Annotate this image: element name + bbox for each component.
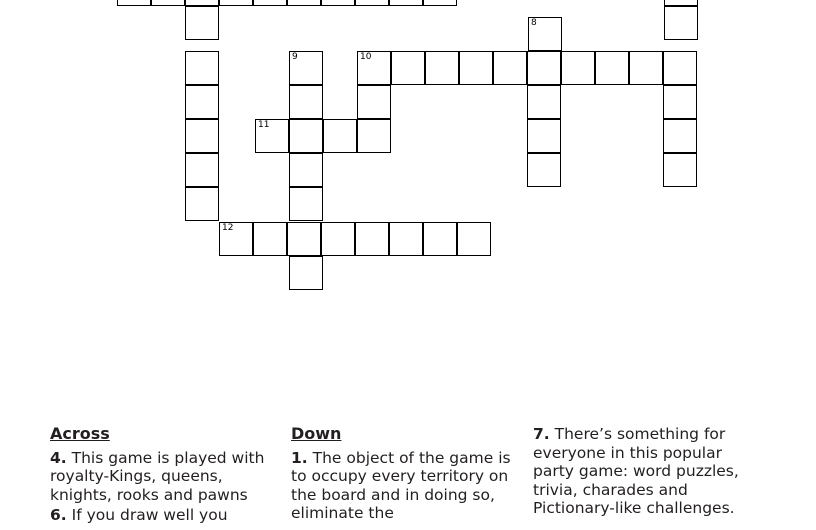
- crossword-cell[interactable]: [423, 222, 457, 256]
- crossword-cell[interactable]: [185, 51, 219, 85]
- crossword-cell[interactable]: [357, 51, 391, 85]
- crossword-cell[interactable]: [255, 119, 289, 153]
- crossword-cell[interactable]: [185, 187, 219, 221]
- clues-section: [0, 425, 816, 530]
- crossword-cell[interactable]: [459, 51, 493, 85]
- crossword-cell[interactable]: [527, 119, 561, 153]
- crossword-cell[interactable]: [664, 6, 698, 40]
- crossword-cell[interactable]: [663, 153, 697, 187]
- crossword-cell[interactable]: [289, 153, 323, 187]
- clue-across-4-text: This game is played with royalty-Kings, queens, knights, rooks and pawns: [50, 448, 265, 504]
- clue-7-text: There’s something for everyone in this popular party game: word puzzles, trivia, charades and Pictionary-like challenges.: [533, 425, 739, 517]
- clues-across-column: [50, 425, 278, 527]
- crossword-cell[interactable]: [493, 51, 527, 85]
- clue-across-4: [50, 449, 278, 505]
- crossword-cell[interactable]: [185, 85, 219, 119]
- clue-down-1-text: The object of the game is to occupy every territory on the board and in doing so, eliminate the: [291, 448, 511, 522]
- crossword-cell[interactable]: [527, 51, 561, 85]
- clues-down-column: [291, 425, 513, 525]
- crossword-cell[interactable]: [219, 0, 253, 6]
- crossword-cell[interactable]: [253, 0, 287, 6]
- crossword-cell[interactable]: [457, 222, 491, 256]
- crossword-cell[interactable]: [117, 0, 151, 6]
- crossword-cell[interactable]: [185, 153, 219, 187]
- clue-across-6-text: If you draw well you: [71, 506, 228, 524]
- crossword-cell[interactable]: [253, 222, 287, 256]
- crossword-cell[interactable]: [629, 51, 663, 85]
- cell-number: 8: [531, 18, 537, 28]
- crossword-cell[interactable]: [355, 222, 389, 256]
- clue-7: [533, 425, 765, 518]
- clue-across-4-number: 4.: [50, 448, 67, 467]
- crossword-cell[interactable]: [289, 51, 323, 85]
- crossword-cell[interactable]: [289, 119, 323, 153]
- crossword-cell[interactable]: [151, 0, 185, 6]
- crossword-cell[interactable]: [595, 51, 629, 85]
- clue-down-1-number: 1.: [291, 448, 308, 467]
- crossword-cell[interactable]: [357, 119, 391, 153]
- crossword-cell[interactable]: [423, 0, 457, 6]
- crossword-cell[interactable]: [663, 85, 697, 119]
- crossword-cell[interactable]: [289, 256, 323, 290]
- clue-across-6: [50, 506, 278, 525]
- crossword-cell[interactable]: [185, 6, 219, 40]
- clue-across-6-number: 6.: [50, 506, 67, 524]
- cell-number: 9: [292, 52, 298, 62]
- crossword-cell[interactable]: [287, 0, 321, 6]
- crossword-cell[interactable]: [425, 51, 459, 85]
- cell-number: 10: [360, 52, 372, 62]
- clues-third-column: [533, 425, 765, 520]
- crossword-cell[interactable]: [357, 85, 391, 119]
- crossword-cell[interactable]: [219, 222, 253, 256]
- crossword-cell[interactable]: [389, 222, 423, 256]
- crossword-cell[interactable]: [391, 51, 425, 85]
- crossword-cell[interactable]: [355, 0, 389, 6]
- clue-7-number: 7.: [533, 425, 550, 443]
- crossword-cell[interactable]: [289, 187, 323, 221]
- crossword-cell[interactable]: [389, 0, 423, 6]
- crossword-cell[interactable]: [561, 51, 595, 85]
- crossword-cell[interactable]: [185, 119, 219, 153]
- crossword-cell[interactable]: [287, 222, 321, 256]
- clue-down-1: [291, 449, 513, 523]
- crossword-cell[interactable]: [663, 51, 697, 85]
- crossword-cell[interactable]: [663, 119, 697, 153]
- cell-number: 11: [258, 120, 270, 130]
- crossword-cell[interactable]: [323, 119, 357, 153]
- cell-number: 12: [222, 223, 234, 233]
- crossword-cell[interactable]: [527, 85, 561, 119]
- crossword-cell[interactable]: [289, 85, 323, 119]
- crossword-cell[interactable]: [528, 17, 562, 51]
- across-heading: Across: [50, 424, 110, 443]
- down-heading: Down: [291, 424, 342, 443]
- crossword-cell[interactable]: [321, 222, 355, 256]
- crossword-cell[interactable]: [527, 153, 561, 187]
- crossword-cell[interactable]: [321, 0, 355, 6]
